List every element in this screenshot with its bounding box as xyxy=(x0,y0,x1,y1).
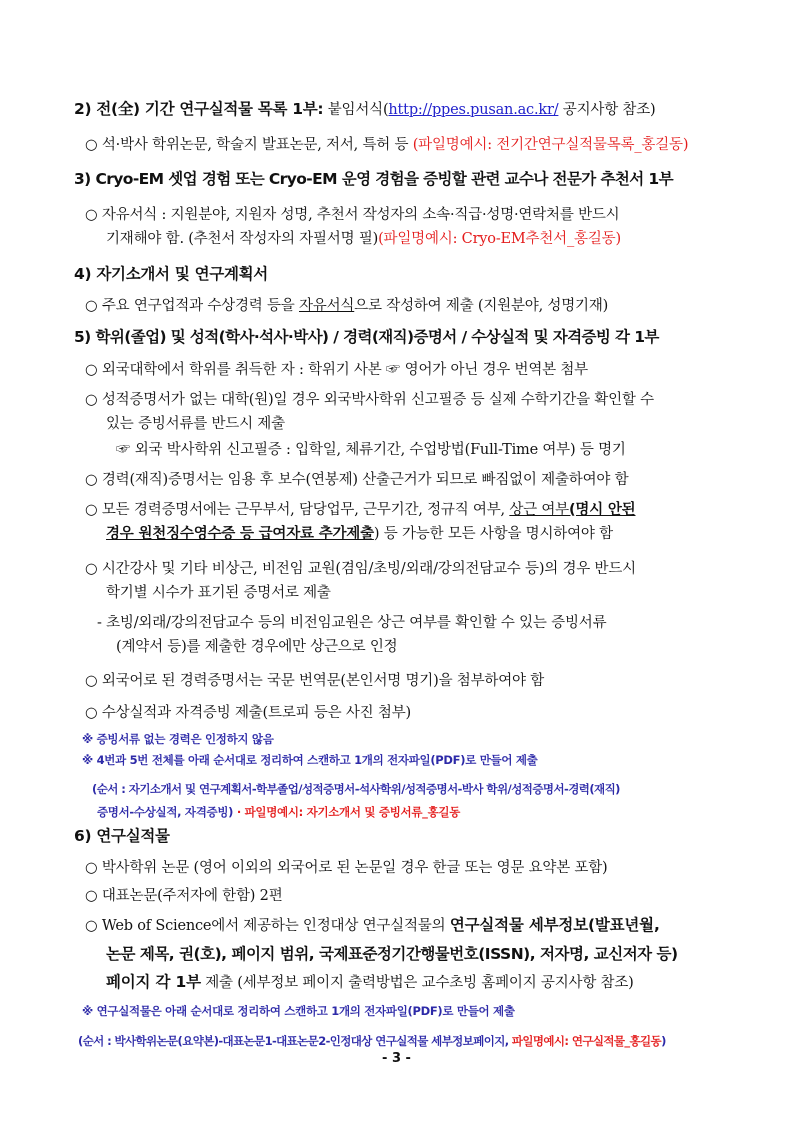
section-3-bullet-line-2: 기재해야 함. (추천서 작성자의 자필서명 필)(파일명예시: Cryo-EM추천서_홍길동) xyxy=(106,231,621,247)
section-5-bullet-5-line-2: 학기별 시수가 표기된 증명서로 제출 xyxy=(106,585,331,601)
ppes-link[interactable]: http://ppes.pusan.ac.kr/ xyxy=(388,102,559,118)
section-5-bullet-4-line-2: 경우 원천징수영수증 등 급여자료 추가제출) 등 가능한 모든 사항을 명시하여야 함 xyxy=(106,526,613,542)
section-6-bullet-3-line-2: 논문 제목, 권(호), 페이지 범위, 국제표준정기간행물번호(ISSN), 저자명, 교신저자 등) xyxy=(106,945,678,963)
section-5-bullet-8: ○ 수상실적과 자격증빙 제출(트로피 등은 사진 첨부) xyxy=(85,705,411,721)
section-5-bullet-5-line-1: ○ 시간강사 및 기타 비상근, 비전임 교원(겸임/초빙/외래/강의전담교수 등)의 경우 반드시 xyxy=(85,561,636,577)
section-2-bullet: ○ 석·박사 학위논문, 학술지 발표논문, 저서, 특허 등 (파일명예시: 전기간연구실적물목록_홍길동) xyxy=(85,137,689,153)
section-5-bullet-2-line-2: 있는 증빙서류를 반드시 제출 xyxy=(106,416,285,432)
section-5-bullet-2-note: ☞ 외국 박사학위 신고필증 : 입학일, 체류기간, 수업방법(Full-Time 여부) 등 명기 xyxy=(116,442,626,458)
section-5-order-line-1: (순서 : 자기소개서 및 연구계획서-학부졸업/성적증명서-석사학위/성적증명서-박사 학위/성적증명서-경력(재직) xyxy=(92,782,620,796)
section-5-bullet-3: ○ 경력(재직)증명서는 임용 후 보수(연봉제) 산출근거가 되므로 빠짐없이 제출하여야 함 xyxy=(85,472,629,488)
section-2-heading: 2) 전(全) 기간 연구실적물 목록 1부: 붙임서식(http://ppes.pusan.ac.kr/ 공지사항 참조) xyxy=(74,100,656,118)
section-5-bullet-7: ○ 외국어로 된 경력증명서는 국문 번역문(본인서명 명기)을 첨부하여야 함 xyxy=(85,673,545,689)
section-5-bullet-2-line-1: ○ 성적증명서가 없는 대학(원)일 경우 외국박사학위 신고필증 등 실제 수학기간을 확인할 수 xyxy=(85,392,654,408)
section-6-note: ※ 연구실적물은 아래 순서대로 정리하여 스캔하고 1개의 전자파일(PDF)로 만들어 제출 xyxy=(82,1004,515,1018)
section-6-bullet-2: ○ 대표논문(주저자에 한함) 2편 xyxy=(85,888,283,904)
section-5-sub-bullet-line-2: (계약서 등)를 제출한 경우에만 상근으로 인정 xyxy=(116,639,398,655)
page-number: - 3 - xyxy=(382,1051,411,1066)
section-5-note-2: ※ 4번과 5번 전체를 아래 순서대로 정리하여 스캔하고 1개의 전자파일(PDF)로 만들어 제출 xyxy=(82,753,538,767)
section-5-order-line-2: 증명서-수상실적, 자격증빙) · 파일명예시: 자기소개서 및 증빙서류_홍길동 xyxy=(97,805,461,819)
section-4-title: 4) 자기소개서 및 연구계획서 xyxy=(74,265,268,283)
section-4-bullet: ○ 주요 연구업적과 수상경력 등을 자유서식으로 작성하여 제출 (지원분야, 성명기재) xyxy=(85,298,609,314)
section-5-title: 5) 학위(졸업) 및 성적(학사·석사·박사) / 경력(재직)증명서 / 수상실적 및 자격증빙 각 1부 xyxy=(74,328,659,346)
section-3-title: 3) Cryo-EM 셋업 경험 또는 Cryo-EM 운영 경험을 증빙할 관련 교수나 전문가 추천서 1부 xyxy=(74,170,673,188)
section-6-bullet-1: ○ 박사학위 논문 (영어 이외의 외국어로 된 논문일 경우 한글 또는 영문 요약본 포함) xyxy=(85,860,608,876)
section-3-bullet-line-1: ○ 자유서식 : 지원분야, 지원자 성명, 추천서 작성자의 소속·직급·성명·연락처를 반드시 xyxy=(85,207,620,223)
section-6-title: 6) 연구실적물 xyxy=(74,827,170,845)
section-6-order: (순서 : 박사학위논문(요약본)-대표논문1-대표논문2-인정대상 연구실적물 세부정보페이지, 파일명예시: 연구실적물_홍길동) xyxy=(78,1034,666,1048)
section-5-note-1: ※ 증빙서류 없는 경력은 인정하지 않음 xyxy=(82,732,274,746)
section-5-bullet-1: ○ 외국대학에서 학위를 취득한 자 : 학위기 사본 ☞ 영어가 아닌 경우 번역본 첨부 xyxy=(85,362,588,378)
section-6-bullet-3-line-1: ○ Web of Science에서 제공하는 인정대상 연구실적물의 연구실적물 세부정보(발표년월, xyxy=(85,916,660,934)
section-2-title: 2) 전(全) 기간 연구실적물 목록 1부: xyxy=(74,100,324,118)
section-5-bullet-4-line-1: ○ 모든 경력증명서에는 근무부서, 담당업무, 근무기간, 정규직 여부, 상근 여부(명시 안된 xyxy=(85,502,636,518)
section-5-sub-bullet-line-1: - 초빙/외래/강의전담교수 등의 비전임교원은 상근 여부를 확인할 수 있는 증빙서류 xyxy=(97,615,607,631)
section-6-bullet-3-line-3: 페이지 각 1부 제출 (세부정보 페이지 출력방법은 교수초빙 홈페이지 공지사항 참조) xyxy=(106,973,634,991)
